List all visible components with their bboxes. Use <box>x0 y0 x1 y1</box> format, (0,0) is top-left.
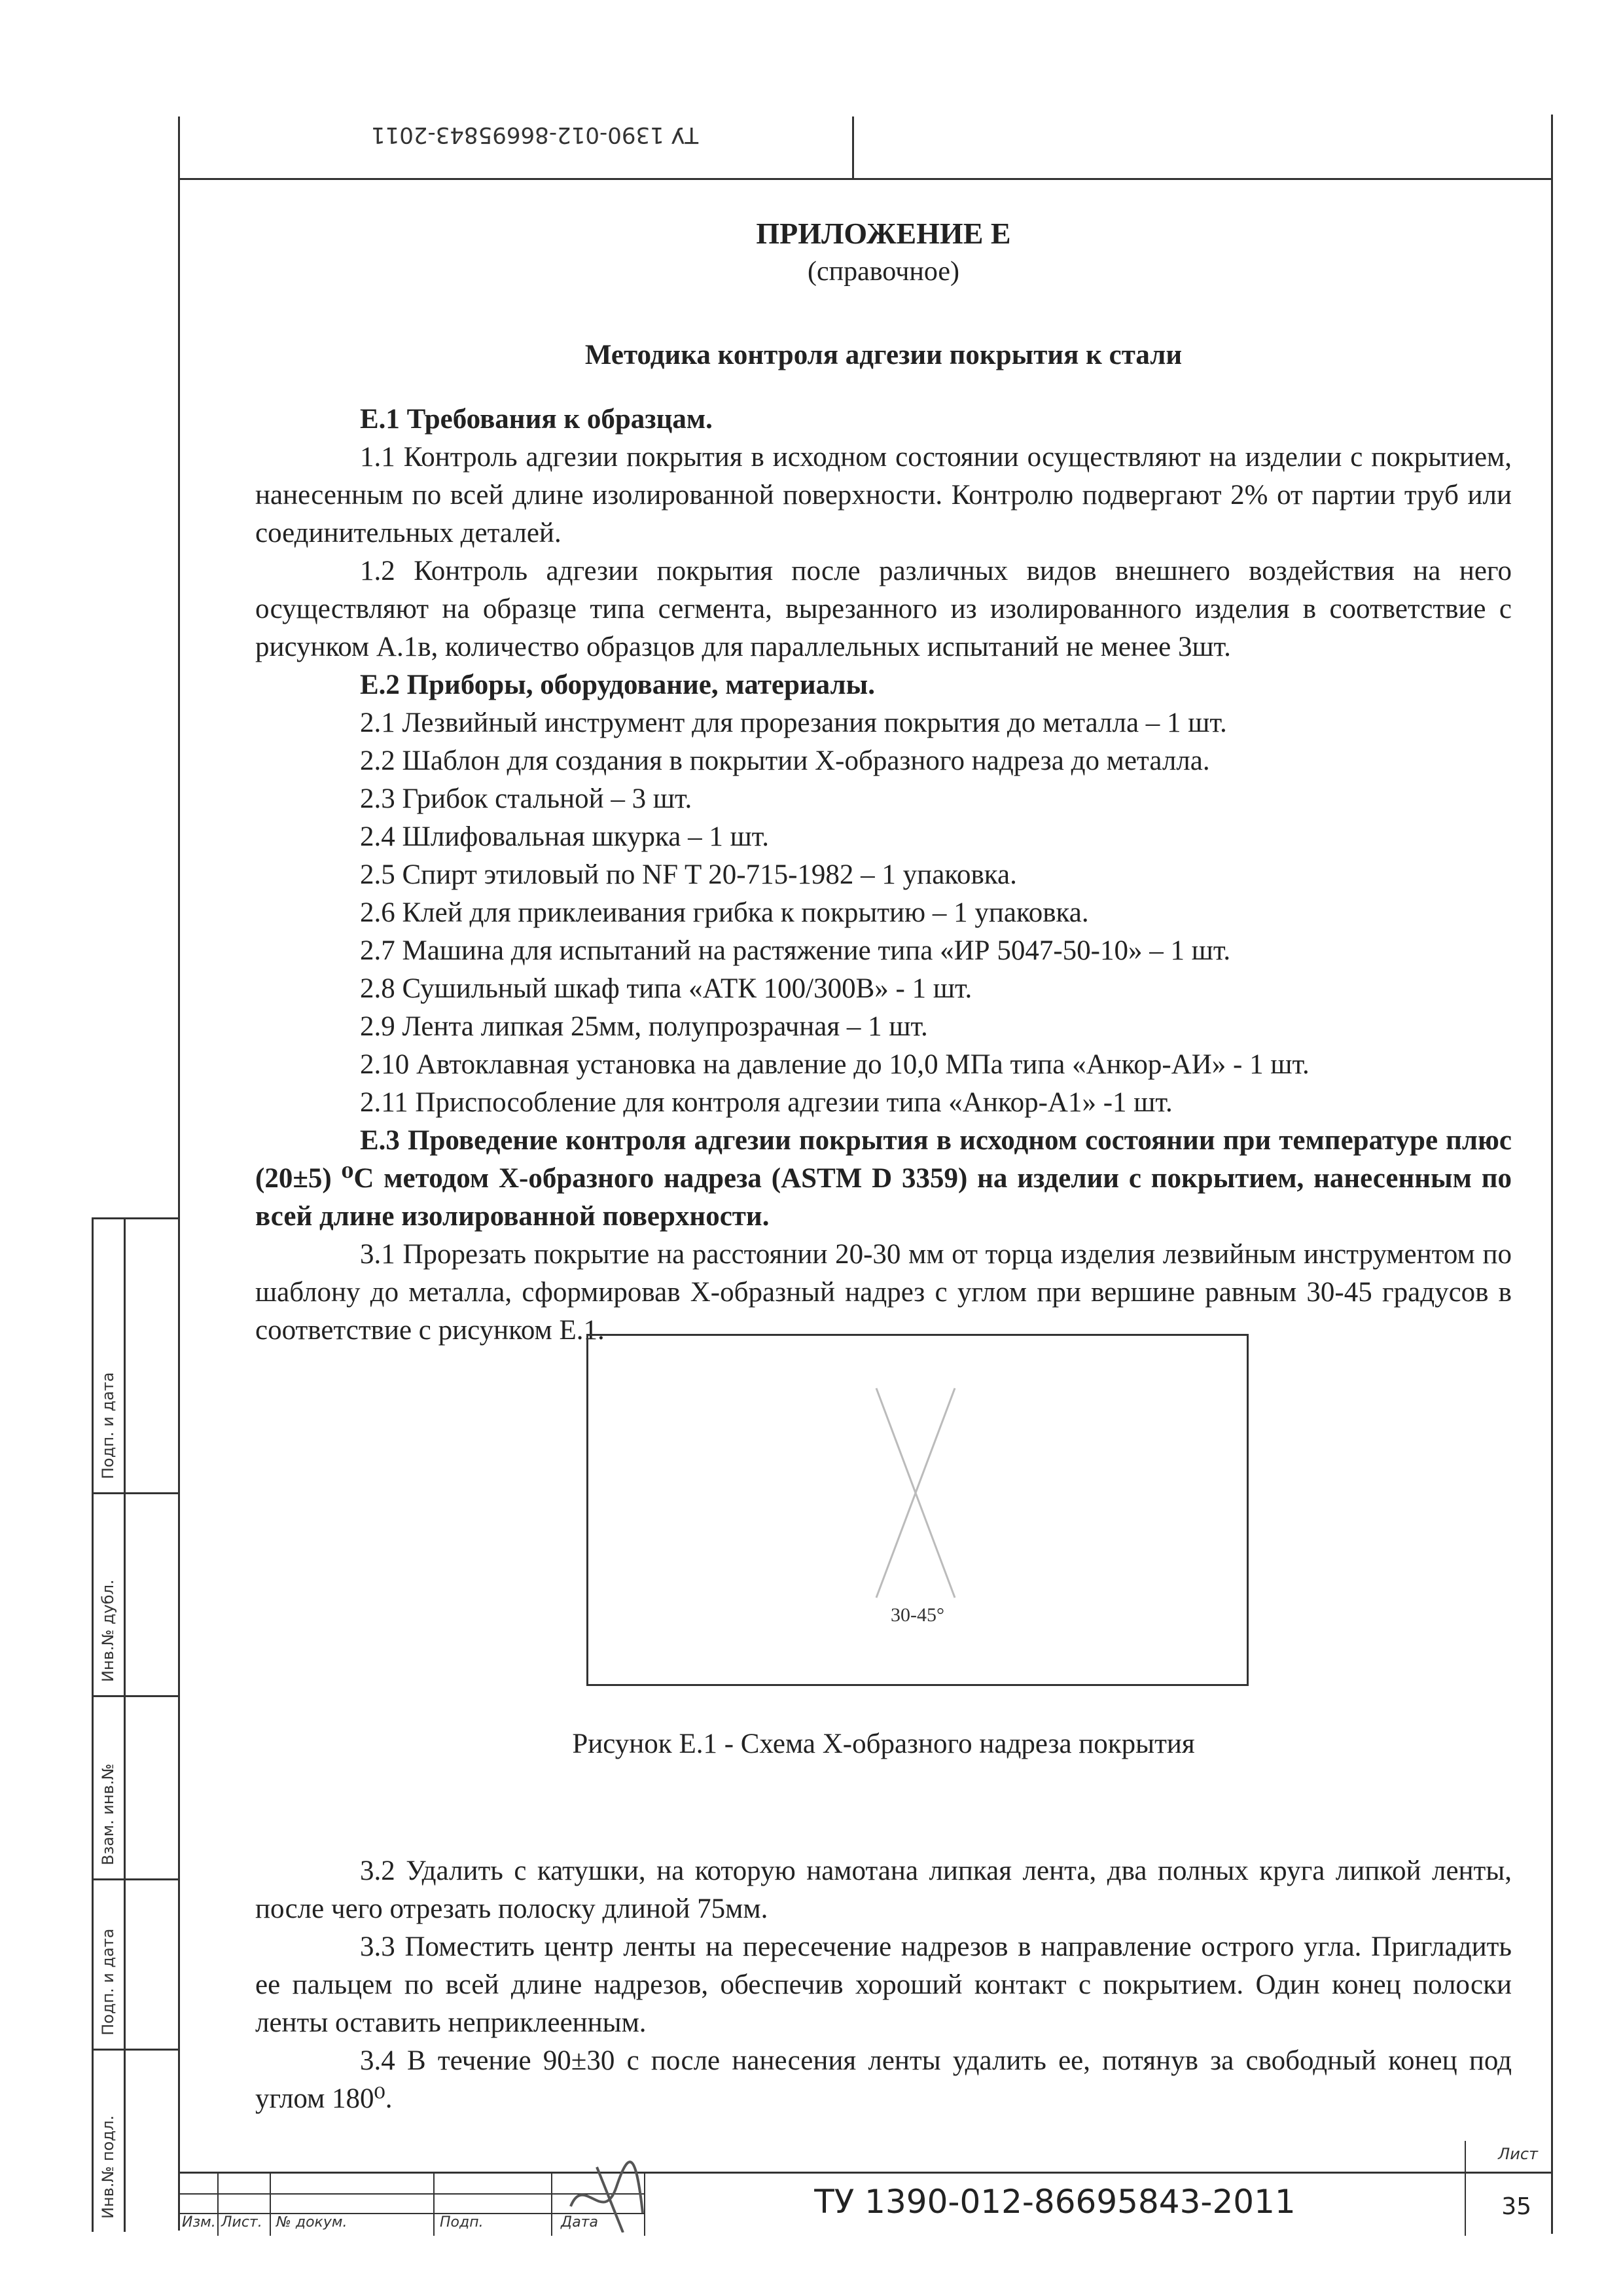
title-block <box>178 2145 1551 2236</box>
equipment-item: 2.7 Машина для испытаний на растяжение типа «ИР 5047-50-10» – 1 шт. <box>360 935 1231 966</box>
side-label-orig-inv: Инв.№ подл. <box>99 2115 117 2219</box>
section-e3-title: Е.3 Проведение контроля адгезии покрытия в исходном состоянии при температуре плюс (20±5) ⁰С методом Х-образного надреза (ASTM D 3359) на изделии с покрытием, нанесенным по всей длине изолированной поверхности. <box>255 1125 1512 1232</box>
side-strip-column <box>124 1217 182 2232</box>
header-signature: Подп. <box>440 2214 484 2231</box>
top-stamp-code: ТУ 1390-012-86695843-2011 <box>370 122 699 148</box>
method-title: Методика контроля адгезии покрытия к стали <box>584 340 1183 370</box>
paragraph-3-1: 3.1 Прорезать покрытие на расстоянии 20-30 мм от торца изделия лезвийным инструментом по шаблону до металла, сформировав Х-образный надрез с углом при вершине равным 30-45 градусов в соответствие с рисунком Е.1. <box>255 1239 1512 1346</box>
side-label-replace-inv: Взам. инв.№ <box>99 1763 117 1865</box>
paragraph-1-1: 1.1 Контроль адгезии покрытия в исходном состоянии осуществляют на изделии с покрытием, нанесенным по всей длине изолированной поверхности. Контролю подвергают 2% от партии труб или соединительных деталей. <box>255 442 1512 548</box>
side-stamp-strip <box>92 1217 180 2232</box>
top-stamp-box <box>178 117 854 178</box>
sheet-number: 35 <box>1501 2193 1531 2220</box>
paragraph-3-3: 3.3 Поместить центр ленты на пересечение надрезов в направление острого угла. Пригладить ее пальцем по всей длине надрезов, обеспечив хороший контакт с покрытием. Один конец полоски ленты оставить неприклеенным. <box>255 1931 1512 2038</box>
section-e2-title: Е.2 Приборы, оборудование, материалы. <box>360 670 875 700</box>
angle-label: 30-45° <box>891 1604 944 1626</box>
side-strip-divider <box>94 2049 180 2051</box>
side-strip-divider <box>94 1878 180 1880</box>
sheet-label: Лист <box>1498 2145 1538 2163</box>
equipment-item: 2.11 Приспособление для контроля адгезии типа «Анкор-А1» -1 шт. <box>360 1087 1173 1118</box>
figure-x-cut <box>586 1334 1249 1686</box>
paragraph-3-2: 3.2 Удалить с катушки, на которую намотана липкая лента, два полных круга липкой ленты, после чего отрезать полоску длиной 75мм. <box>255 1856 1512 1924</box>
paragraph-1-2: 1.2 Контроль адгезии покрытия после различных видов внешнего воздействия на него осуществляют на образце типа сегмента, вырезанного из изолированного изделия в соответствие с рисунком А.1в, количество образцов для параллельных испытаний не менее 3шт. <box>255 556 1512 662</box>
equipment-item: 2.3 Грибок стальной – 3 шт. <box>360 783 692 814</box>
header-change: Изм. <box>182 2214 216 2231</box>
section-e1-title: Е.1 Требования к образцам. <box>360 404 713 435</box>
frame-top-border <box>178 178 1551 180</box>
equipment-item: 2.8 Сушильный шкаф типа «АТК 100/300В» - 1 шт. <box>360 973 972 1004</box>
equipment-item: 2.1 Лезвийный инструмент для прорезания покрытия до металла – 1 шт. <box>360 708 1227 738</box>
side-label-dup-inv: Инв.№ дубл. <box>99 1579 117 1682</box>
equipment-item: 2.4 Шлифовальная шкурка – 1 шт. <box>360 821 769 852</box>
side-strip-divider <box>94 1217 180 1219</box>
sheet-box <box>1465 2141 1551 2236</box>
header-sheet: Лист. <box>221 2214 262 2231</box>
frame-right-border <box>1551 115 1553 2234</box>
document-body-continued <box>255 1852 1512 2118</box>
equipment-item: 2.2 Шаблон для создания в покрытии Х-образного надреза до металла. <box>360 745 1210 776</box>
equipment-item: 2.9 Лента липкая 25мм, полупрозрачная – 1 шт. <box>360 1011 928 1042</box>
figure-caption: Рисунок Е.1 - Схема Х-образного надреза покрытия <box>572 1729 1195 1759</box>
appendix-subtitle: (справочное) <box>808 257 959 287</box>
header-date: Дата <box>561 2214 598 2231</box>
side-label-sign-date-2: Подп. и дата <box>99 1928 117 2036</box>
header-doc-number: № докум. <box>276 2214 348 2231</box>
document-code: ТУ 1390-012-86695843-2011 <box>814 2183 1296 2221</box>
side-strip-divider <box>94 1695 180 1697</box>
equipment-item: 2.10 Автоклавная установка на давление до 10,0 МПа типа «Анкор-АИ» - 1 шт. <box>360 1049 1310 1080</box>
equipment-item: 2.5 Спирт этиловый по NF T 20-715-1982 – 1 упаковка. <box>360 859 1017 890</box>
side-strip-divider <box>94 1492 180 1494</box>
x-cut-diagram <box>588 1336 1247 1684</box>
side-label-sign-date-1: Подп. и дата <box>99 1372 117 1479</box>
appendix-title: ПРИЛОЖЕНИЕ Е <box>756 217 1011 250</box>
paragraph-3-4: 3.4 В течение 90±30 с после нанесения ленты удалить ее, потянув за свободный конец под углом 180⁰. <box>255 2045 1512 2114</box>
document-body <box>255 196 1512 1350</box>
equipment-item: 2.6 Клей для приклеивания грибка к покрытию – 1 упаковка. <box>360 897 1089 928</box>
